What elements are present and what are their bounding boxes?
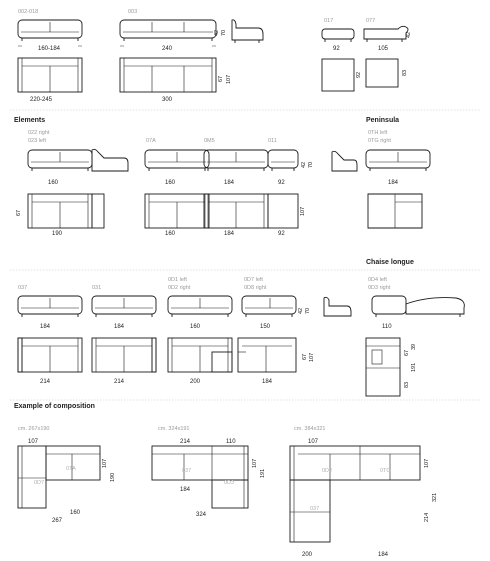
composition-c-plan bbox=[290, 446, 420, 542]
dim-width: 160 bbox=[165, 180, 176, 186]
dim-height: 42 bbox=[298, 307, 304, 314]
dim-width: 184 bbox=[388, 180, 399, 186]
end-plan-view bbox=[168, 338, 232, 372]
end-front-view bbox=[18, 296, 82, 317]
dim-width: 92 bbox=[278, 231, 285, 237]
pouf-front-view bbox=[364, 26, 408, 39]
element-front-view bbox=[268, 150, 298, 171]
dim-depth: 83 bbox=[402, 69, 408, 76]
dim-width: 220-245 bbox=[30, 97, 53, 103]
dim-height: 70 bbox=[305, 307, 311, 314]
end-plan-view bbox=[238, 338, 296, 372]
composition-size: cm. 324x191 bbox=[158, 426, 190, 432]
element-code: 037 bbox=[182, 468, 192, 474]
element-code: 0D7 bbox=[34, 480, 45, 486]
end-front-view bbox=[92, 296, 156, 317]
dim-height: 42 bbox=[406, 31, 412, 38]
dim-depth: 107 bbox=[252, 458, 258, 468]
dim-width: 184 bbox=[180, 487, 191, 493]
dim-width: 184 bbox=[224, 231, 235, 237]
dim-width: 107 bbox=[308, 439, 319, 445]
composition-b-plan bbox=[152, 446, 248, 508]
code-label: 0TG right bbox=[368, 138, 391, 144]
dim-width: 200 bbox=[302, 552, 313, 558]
dim-depth: 67 bbox=[302, 353, 308, 360]
dim-width: 184 bbox=[224, 180, 235, 186]
section-title: Peninsula bbox=[366, 117, 400, 124]
composition-size: cm. 384x321 bbox=[294, 426, 326, 432]
code-label: 011 bbox=[268, 138, 277, 144]
dim-width: 300 bbox=[162, 97, 173, 103]
code-label: 002-018 bbox=[18, 9, 39, 15]
code-label: 003 bbox=[128, 9, 138, 15]
sofa-plan-view bbox=[120, 58, 216, 92]
dim-depth: 214 bbox=[424, 512, 430, 522]
code-label: 0D8 right bbox=[244, 285, 267, 291]
element-code: 037 bbox=[310, 506, 320, 512]
pouf-plan-view bbox=[366, 59, 398, 87]
dim-width: 160 bbox=[165, 231, 176, 237]
pouf-plan-view bbox=[322, 59, 354, 91]
end-plan-view bbox=[92, 338, 156, 372]
dim-width: 240 bbox=[162, 46, 173, 52]
dim-depth: 39 bbox=[411, 343, 417, 350]
dim-height: 70 bbox=[308, 161, 314, 168]
code-label: 0D3 right bbox=[368, 285, 391, 291]
section-title: Elements bbox=[14, 117, 46, 124]
code-label: 037 bbox=[18, 285, 28, 291]
end-plan-view bbox=[18, 338, 82, 372]
dim-width: 214 bbox=[114, 379, 125, 385]
dim-width: 184 bbox=[114, 324, 125, 330]
code-label: 0D7 left bbox=[244, 277, 263, 283]
dim-width: 160 bbox=[190, 324, 201, 330]
dim-width: 160 bbox=[70, 510, 81, 516]
element-plan-view bbox=[145, 194, 209, 228]
code-label: 022 right bbox=[28, 130, 50, 136]
dim-depth: 67 bbox=[404, 349, 410, 356]
dim-height: 42 bbox=[214, 29, 220, 36]
row-elements bbox=[14, 117, 430, 237]
dim-width: 184 bbox=[378, 552, 389, 558]
dim-width: 160 bbox=[48, 180, 59, 186]
dim-width: 110 bbox=[226, 439, 236, 445]
element-code: 0TG bbox=[380, 468, 391, 474]
code-label: 0D1 left bbox=[168, 277, 187, 283]
end-front-view bbox=[168, 296, 232, 317]
chaise-front-view bbox=[372, 296, 464, 317]
composition-size: cm. 267x190 bbox=[18, 426, 50, 432]
dim-width: 184 bbox=[40, 324, 51, 330]
dim-width: 92 bbox=[333, 46, 340, 52]
chaise-plan-view bbox=[366, 338, 400, 396]
section-title: Example of composition bbox=[14, 403, 95, 410]
dim-width: 324 bbox=[196, 512, 207, 518]
code-label: 0D2 right bbox=[168, 285, 191, 291]
dim-width: 92 bbox=[278, 180, 285, 186]
dim-width: 150 bbox=[260, 324, 271, 330]
sofa-front-view bbox=[120, 20, 216, 41]
dim-width: 110 bbox=[382, 324, 392, 330]
dim-depth: 191 bbox=[260, 468, 266, 478]
dim-depth: 83 bbox=[404, 381, 410, 388]
element-side-view bbox=[92, 149, 128, 171]
element-front-view bbox=[145, 150, 209, 171]
code-label: 023 left bbox=[28, 138, 47, 144]
dim-depth: 67 bbox=[16, 209, 22, 216]
code-label: 0TH left bbox=[368, 130, 388, 136]
row-compositions bbox=[14, 403, 438, 558]
element-side-view bbox=[332, 151, 357, 171]
dim-width: 190 bbox=[52, 231, 63, 237]
dim-depth: 92 bbox=[356, 71, 362, 78]
dim-depth: 107 bbox=[309, 352, 315, 362]
dim-width: 267 bbox=[52, 518, 63, 524]
end-front-view bbox=[242, 296, 296, 317]
dim-width: 200 bbox=[190, 379, 201, 385]
element-plan-view bbox=[204, 194, 268, 228]
element-code: 0D3 bbox=[224, 480, 235, 486]
section-title: Chaise longue bbox=[366, 259, 414, 266]
dim-depth: 107 bbox=[300, 206, 306, 216]
dim-width: 107 bbox=[28, 439, 39, 445]
sofa-side-view bbox=[232, 20, 263, 40]
dim-depth: 190 bbox=[110, 472, 116, 482]
dim-depth: 191 bbox=[411, 362, 417, 372]
dim-width: 184 bbox=[262, 379, 273, 385]
code-label: 077 bbox=[366, 18, 376, 24]
dim-width: 105 bbox=[378, 46, 389, 52]
dim-height: 70 bbox=[221, 29, 227, 36]
row-sofas bbox=[18, 9, 412, 103]
element-plan-view bbox=[28, 194, 104, 228]
dim-depth: 321 bbox=[432, 492, 438, 502]
end-side-view bbox=[324, 297, 351, 316]
sofa-front-view bbox=[18, 20, 82, 41]
code-label: 07A bbox=[146, 138, 156, 144]
sofa-plan-view bbox=[18, 58, 82, 92]
dim-width: 214 bbox=[180, 439, 191, 445]
element-front-view bbox=[28, 150, 92, 171]
peninsula-plan-view bbox=[368, 194, 422, 228]
dim-depth: 67 bbox=[218, 75, 224, 82]
dim-width: 160-184 bbox=[38, 46, 61, 52]
composition-a-plan bbox=[18, 446, 100, 508]
peninsula-front-view bbox=[366, 150, 430, 171]
code-label: 0D4 left bbox=[368, 277, 387, 283]
code-label: 0M5 bbox=[204, 138, 215, 144]
code-label: 031 bbox=[92, 285, 102, 291]
element-front-view bbox=[204, 150, 268, 171]
dim-depth: 107 bbox=[424, 458, 430, 468]
element-code: 07A bbox=[66, 466, 76, 472]
row-ends bbox=[18, 259, 464, 396]
code-label: 017 bbox=[324, 18, 334, 24]
dim-height: 42 bbox=[301, 161, 307, 168]
element-plan-view bbox=[268, 194, 298, 228]
pouf-front-view bbox=[322, 29, 354, 39]
element-code: 0D2 bbox=[322, 468, 333, 474]
dim-depth: 107 bbox=[226, 74, 232, 84]
dim-depth: 107 bbox=[102, 458, 108, 468]
dim-width: 214 bbox=[40, 379, 51, 385]
